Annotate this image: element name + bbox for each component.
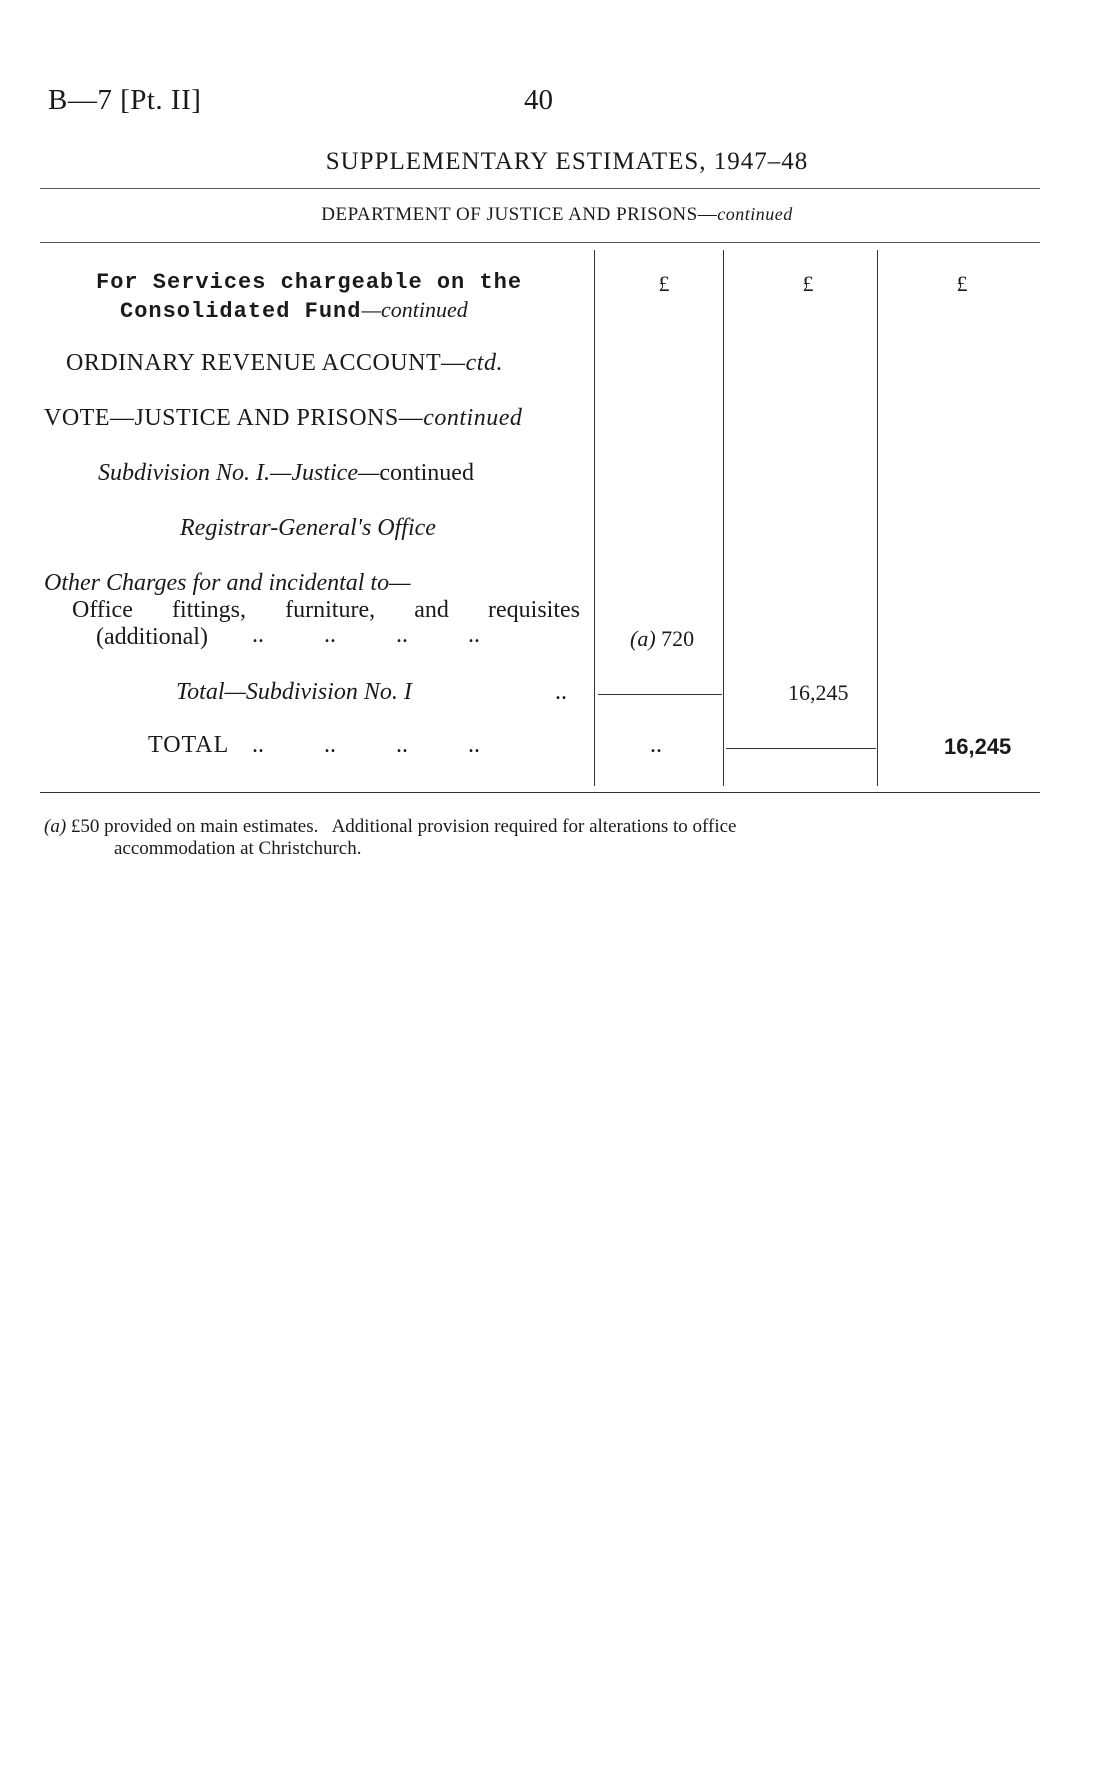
subdivision-heading: Subdivision No. I.—Justice—continued <box>98 460 474 486</box>
account-heading: ORDINARY REVENUE ACCOUNT—ctd. <box>66 350 503 376</box>
department-heading: DEPARTMENT OF JUSTICE AND PRISONS—continued <box>321 204 793 225</box>
currency-symbol-col2: £ <box>802 271 814 296</box>
item-amount: (a) 720 <box>630 626 695 651</box>
department-continued: continued <box>717 204 793 224</box>
header-rule <box>40 242 1040 243</box>
footnote-marker: (a) <box>44 816 67 837</box>
office-heading: Registrar-General's Office <box>180 515 436 541</box>
total-label: TOTAL <box>148 732 230 758</box>
total-rule-col2 <box>726 748 876 749</box>
total-leaders: .. .. .. .. <box>252 732 480 758</box>
item-leaders: .. .. .. .. <box>252 622 480 648</box>
currency-symbol-col1: £ <box>658 271 670 296</box>
total-col1-leaders: .. <box>650 732 662 758</box>
item-note-marker: (a) <box>630 626 656 651</box>
page-number: 40 <box>524 84 553 116</box>
title-rule <box>40 188 1040 189</box>
column-divider-1 <box>594 250 595 786</box>
page-title: SUPPLEMENTARY ESTIMATES, 1947–48 <box>325 148 809 175</box>
total-subdivision-amount: 16,245 <box>788 680 849 705</box>
table-bottom-rule <box>40 792 1040 793</box>
services-heading-line2: Consolidated Fund—continued <box>120 297 468 324</box>
item-description-line1: Office fittings, furniture, and requisites <box>72 597 580 623</box>
subtotal-rule-col1 <box>598 694 722 695</box>
total-subdivision-leaders: .. <box>555 679 567 705</box>
currency-symbol-col3: £ <box>956 271 968 296</box>
total-subdivision-label: Total—Subdivision No. I <box>176 679 412 705</box>
document-reference: B—7 [Pt. II] <box>48 84 202 116</box>
column-divider-2 <box>723 250 724 786</box>
footnote-line1: (a) £50 provided on main estimates. Additional provision required for alterations to office <box>44 816 737 837</box>
other-charges-heading: Other Charges for and incidental to— <box>44 570 411 596</box>
column-divider-3 <box>877 250 878 786</box>
item-description-line2: (additional) <box>96 624 208 650</box>
vote-heading: VOTE—JUSTICE AND PRISONS—continued <box>44 405 523 431</box>
grand-total-amount: 16,245 <box>944 734 1012 759</box>
services-heading-line1: For Services chargeable on the <box>96 270 523 295</box>
footnote-line2: accommodation at Christchurch. <box>114 838 362 859</box>
